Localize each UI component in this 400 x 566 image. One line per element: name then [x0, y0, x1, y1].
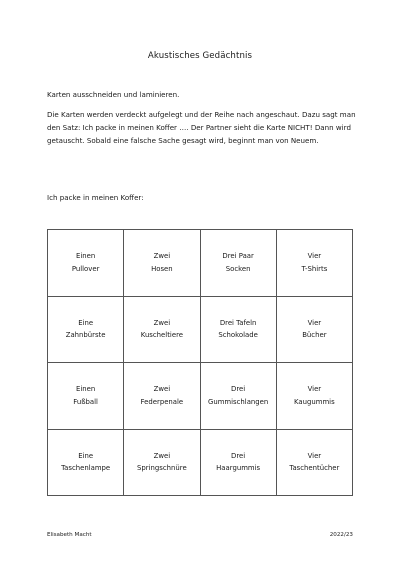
card-quantity: Zwei — [153, 252, 171, 261]
card-grid — [47, 229, 353, 496]
card-quantity: Drei Paar — [222, 252, 254, 261]
card-cell — [276, 363, 352, 430]
card-cell — [124, 363, 200, 430]
card-item: Taschenlampe — [61, 464, 111, 473]
page-title: Akustisches Gedächtnis — [147, 51, 253, 61]
card-quantity: Drei — [231, 385, 246, 394]
card-cell — [200, 429, 276, 496]
instructions-text: Die Karten werden verdeckt aufgelegt und der Reihe nach angeschaut. Dazu sagt man den Satz: Ich packe in meinen Koffer …. Der Partner sieht die Karte NICHT! Dann wird getauscht. Sobald eine falsche Sache gesagt wird, beginnt man von Neuem. — [47, 110, 356, 145]
card-row — [48, 296, 353, 363]
card-quantity: Zwei — [153, 318, 171, 327]
footer-author: Elisabeth Macht — [47, 532, 92, 538]
card-quantity: Drei Tafeln — [219, 318, 257, 327]
card-item: Pullover — [71, 264, 100, 273]
card-quantity: Vier — [307, 385, 322, 394]
card-item: Federpenale — [140, 397, 184, 406]
card-item: Schokolade — [218, 331, 258, 340]
card-quantity: Eine — [78, 318, 94, 327]
footer-year: 2022/23 — [329, 532, 353, 538]
card-cell — [124, 230, 200, 297]
intro-text: Karten ausschneiden und laminieren. — [47, 90, 180, 99]
card-item: Gummischlangen — [207, 397, 269, 406]
card-cell — [200, 363, 276, 430]
prompt-text: Ich packe in meinen Koffer: — [47, 193, 144, 202]
card-item: Bücher — [302, 331, 327, 340]
card-row — [48, 429, 353, 496]
card-quantity: Vier — [307, 451, 322, 460]
card-quantity: Vier — [307, 252, 322, 261]
card-quantity: Drei — [231, 451, 246, 460]
card-item: Taschentücher — [289, 464, 340, 473]
card-item: Kuscheltiere — [140, 331, 183, 340]
card-quantity: Eine — [78, 451, 94, 460]
card-cell — [48, 296, 124, 363]
card-quantity: Einen — [76, 385, 96, 394]
card-item: Haargummis — [216, 464, 261, 473]
card-cell — [276, 296, 352, 363]
card-cell — [48, 429, 124, 496]
card-item: Socken — [225, 264, 251, 273]
card-cell — [276, 230, 352, 297]
card-quantity: Vier — [307, 318, 322, 327]
card-cell — [276, 429, 352, 496]
card-row — [48, 363, 353, 430]
card-cell — [48, 230, 124, 297]
card-cell — [200, 296, 276, 363]
card-quantity: Zwei — [153, 451, 171, 460]
card-item: Kaugummis — [294, 397, 335, 406]
card-cell — [124, 429, 200, 496]
card-item: Hosen — [151, 264, 173, 273]
card-item: T-Shirts — [301, 264, 328, 273]
card-quantity: Zwei — [153, 385, 171, 394]
card-quantity: Einen — [76, 252, 96, 261]
card-cell — [200, 230, 276, 297]
card-item: Springschnüre — [137, 464, 187, 473]
card-item: Zahnbürste — [65, 331, 106, 340]
card-row — [48, 230, 353, 297]
card-cell — [124, 296, 200, 363]
card-item: Fußball — [73, 397, 98, 406]
card-cell — [48, 363, 124, 430]
